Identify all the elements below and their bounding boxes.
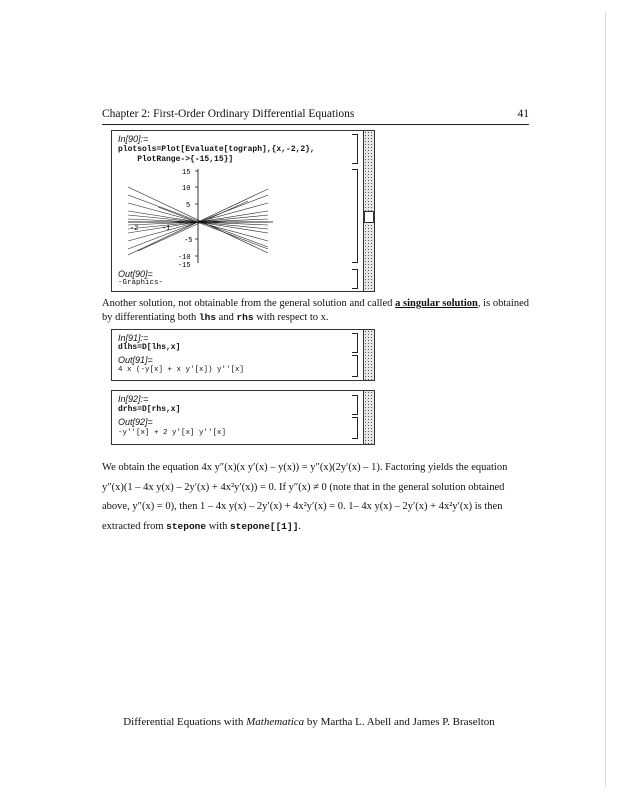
output-value: -y''[x] + 2 y'[x] y''[x] (118, 429, 227, 437)
vertical-scrollbar[interactable] (363, 391, 374, 444)
paragraph-equation (102, 458, 529, 536)
x-tick-label: -2 (130, 225, 139, 233)
y-tick-label: 10 (182, 185, 191, 193)
text: by Martha L. Abell and James P. Braselton (304, 716, 495, 728)
code-stepone-part: stepone[[1]] (229, 520, 299, 532)
running-head (102, 108, 529, 125)
input-label: In[92]:= (118, 394, 149, 404)
text: with (206, 520, 230, 532)
vertical-scrollbar[interactable] (363, 131, 374, 291)
input-label: In[91]:= (118, 333, 149, 343)
text-line: We obtain the equation 4x y″(x)(x y′(x) – y(x)) = y″(x)(2y′(x) – 1). Factoring yields the equation (102, 462, 508, 473)
y-tick-label: -10 (178, 254, 191, 262)
text-line: above, y″(x) = 0), then 1 – 4x y(x) – 2y′(x) + 4x²y′(x) = 0. 1– 4x y(x) – 2y′(x) + 4x²y′(x) is then (102, 501, 503, 512)
code-rhs: rhs (236, 311, 254, 323)
output-label: Out[90]= (118, 269, 153, 279)
solution-curves-plot (118, 167, 288, 267)
text: extracted from (102, 520, 167, 532)
text: , is obtained by differentiating both (102, 298, 530, 323)
input-code[interactable]: drhs=D[rhs,x] (118, 405, 181, 414)
code-stepone: stepone (166, 520, 207, 532)
y-tick-label: 15 (182, 169, 191, 177)
term-singular-solution: a singular solution (395, 298, 478, 309)
output-value: 4 x (-y[x] + x y'[x]) y''[x] (118, 366, 245, 374)
book-software-name: Mathematica (246, 716, 305, 728)
output-value: -Graphics- (118, 279, 164, 287)
notebook-cell-91 (111, 329, 375, 381)
output-label: Out[92]= (118, 417, 153, 427)
y-tick-label: -15 (178, 262, 191, 267)
text-line (102, 517, 529, 537)
input-cell-bracket[interactable] (352, 395, 358, 415)
y-tick-label: 5 (186, 202, 191, 210)
input-cell-bracket[interactable] (352, 134, 358, 164)
text: and (216, 311, 237, 323)
notebook-cell-90 (111, 130, 375, 292)
page-number: 41 (517, 108, 529, 120)
paragraph-singular-solution (102, 297, 529, 324)
code-lhs: lhs (198, 311, 217, 323)
text: . (298, 520, 302, 532)
y-tick-label: -5 (184, 237, 193, 245)
page-footer (0, 716, 618, 728)
input-code-line-1[interactable]: plotsols=Plot[Evaluate[tograph],{x,-2,2}, (118, 145, 315, 154)
input-code[interactable]: dlhs=D[lhs,x] (118, 343, 181, 352)
scrollbar-thumb[interactable] (364, 211, 374, 223)
text-line: y″(x)(1 – 4x y(x) – 2y′(x) + 4x²y′(x)) = 0. If y″(x) ≠ 0 (note that in the general solution obtained (102, 481, 505, 493)
notebook-cell-92 (111, 390, 375, 445)
chapter-title: Chapter 2: First-Order Ordinary Differential Equations (102, 108, 355, 120)
text: Another solution, not obtainable from the general solution and called (102, 298, 396, 309)
output-cell-bracket[interactable] (352, 269, 358, 289)
page-edge (605, 12, 606, 787)
vertical-scrollbar[interactable] (363, 330, 374, 380)
x-tick-label: -1 (162, 225, 171, 233)
input-label: In[90]:= (118, 134, 149, 144)
input-code-line-2[interactable]: PlotRange->{-15,15}] (118, 155, 234, 164)
output-cell-bracket[interactable] (352, 355, 358, 377)
input-cell-bracket[interactable] (352, 333, 358, 353)
text: with respect to x. (253, 311, 329, 323)
text: Differential Equations with (123, 716, 247, 728)
output-cell-bracket[interactable] (352, 417, 358, 439)
output-label: Out[91]= (118, 355, 153, 365)
graphics-cell-bracket[interactable] (352, 169, 358, 263)
